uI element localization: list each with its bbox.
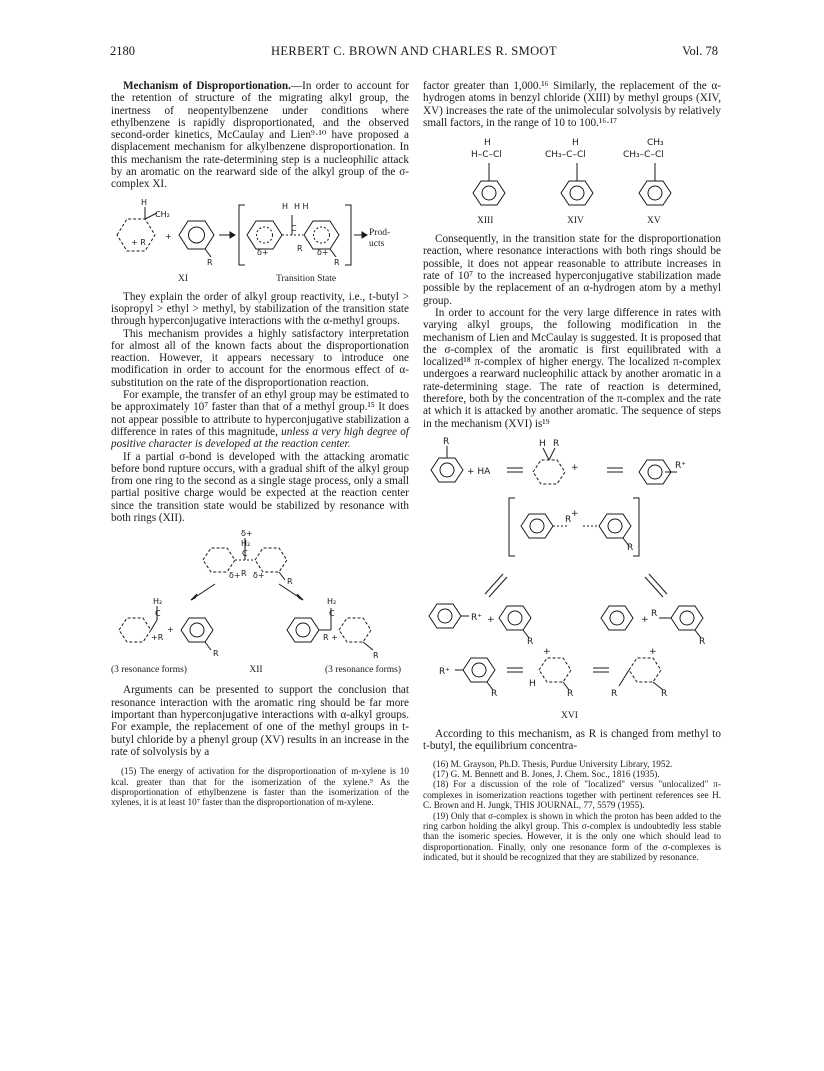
svg-text:R: R xyxy=(527,636,534,647)
svg-text:R: R xyxy=(611,688,618,699)
paragraph: factor greater than 1,000.¹⁶ Similarly, the replacement of the α-hydrogen atoms in benzyl chloride (XIII) by methyl groups (XIV, XV) increases the rate of the unimolecular solvolysis by relatively small factors, in the range of 10 to 100.¹⁶·¹⁷ xyxy=(423,80,721,129)
page-number: 2180 xyxy=(110,44,135,58)
figure-xiii-xv xyxy=(423,133,721,229)
svg-text:R: R xyxy=(567,688,574,699)
svg-text:H₂: H₂ xyxy=(241,539,251,549)
caption-resonance-right: (3 resonance forms) xyxy=(325,665,401,676)
scheme-xii xyxy=(111,528,409,664)
svg-text:+: + xyxy=(487,614,495,625)
svg-text:R: R xyxy=(443,436,450,447)
ts-ring-left xyxy=(247,221,282,249)
formula-xiv-h: H xyxy=(572,138,579,149)
svg-text:H: H xyxy=(529,678,536,689)
footnote-16: (16) M. Grayson, Ph.D. Thesis, Purdue University Library, 1952. xyxy=(433,758,673,769)
svg-text:R: R xyxy=(627,542,634,553)
svg-text:R: R xyxy=(565,514,572,525)
svg-text:R: R xyxy=(651,608,658,619)
svg-text:C: C xyxy=(329,609,335,619)
footnote-17: (17) G. M. Bennett and B. Jones, J. Chem. Soc., 1816 (1935). xyxy=(433,768,660,779)
svg-text:C: C xyxy=(291,223,297,233)
formula-xiii: H–C–Cl xyxy=(471,150,502,161)
svg-text:R: R xyxy=(334,257,340,267)
right-column xyxy=(423,80,721,863)
svg-text:CH₂: CH₂ xyxy=(155,209,170,219)
svg-text:+: + xyxy=(641,614,649,625)
label-xvi: XVI xyxy=(561,710,578,721)
svg-text:δ+: δ+ xyxy=(241,529,253,539)
scheme-xvi xyxy=(423,434,721,710)
formula-xv: CH₃–C–Cl xyxy=(623,150,664,161)
svg-text:+: + xyxy=(571,462,579,473)
caption-xii: XII xyxy=(249,665,263,676)
paragraph: According to this mechanism, as R is changed from methyl to t-butyl, the equilibrium concentra- xyxy=(423,727,721,753)
page-header xyxy=(110,44,718,64)
svg-text:R: R xyxy=(661,688,668,699)
svg-text:δ+: δ+ xyxy=(229,571,241,581)
emphasis: unless a very high degree of positive character is developed at the reaction center. xyxy=(111,425,409,451)
label-transition-state: Transition State xyxy=(276,273,337,284)
formula-xv-ch3: CH₃ xyxy=(647,138,664,149)
svg-text:+: + xyxy=(167,625,174,635)
footnotes-left xyxy=(111,766,409,808)
formula-xiii-h: H xyxy=(484,138,491,149)
svg-text:δ+: δ+ xyxy=(257,247,269,257)
svg-text:H₂: H₂ xyxy=(327,597,337,607)
svg-text:δ+: δ+ xyxy=(317,247,329,257)
svg-text:R⁺: R⁺ xyxy=(439,666,451,677)
svg-text:R: R xyxy=(241,569,247,579)
formula-xiv: CH₃–C–Cl xyxy=(545,150,586,161)
svg-text:R: R xyxy=(287,577,293,587)
svg-text:H: H xyxy=(282,201,289,211)
label-xiii: XIII xyxy=(477,216,494,227)
svg-text:R: R xyxy=(373,651,379,661)
svg-text:H: H xyxy=(539,438,546,449)
scheme-xi-transition-state xyxy=(111,195,409,273)
svg-text:C: C xyxy=(155,609,161,619)
paragraph: Arguments can be presented to support the conclusion that resonance interaction with the aromatic ring should be far more important than hyperconjugative interactions with α-alkyl groups. For example, the replacement of one of the methyl groups in t-butyl chloride by a phenyl group (XV) results in an increase in the rate of solvolysis by a xyxy=(111,684,409,758)
svg-text:H H: H H xyxy=(294,201,309,211)
volume-label: Vol. 78 xyxy=(682,44,718,58)
paragraph: Mechanism of Disproportionation.—In order to account for the retention of structure of the migrating alkyl group, the inertness of neopentylbenzene under conditions where ethylbenzene is rapidly disproportionated, and the observed second-order kinetics, McCaulay and Lien⁹·¹⁰ have proposed a displacement mechanism for alkylbenzene disproportionation. In this mechanism the rate-determining step is a nucleophilic attack by an aromatic on the rearward side of the alkyl group of the σ-complex XI. xyxy=(111,80,409,191)
benzene-ring xyxy=(179,221,214,249)
label-xiv: XIV xyxy=(567,216,584,227)
paragraph: Consequently, in the transition state for the disproportionation reaction, where resonance interactions with both rings should be possible, it does not appear reasonable to attribute increases in rate of 10⁷ to the increased hyperconjugative stabilization made possible by the replacement of an α-hydrogen atom by a methyl group. xyxy=(423,233,721,307)
svg-text:+: + xyxy=(571,508,579,519)
svg-text:R: R xyxy=(207,257,213,267)
svg-text:+ R: + R xyxy=(131,237,146,247)
svg-text:R: R xyxy=(213,649,219,659)
bracket-left xyxy=(239,205,245,265)
svg-text:+R: +R xyxy=(151,633,164,643)
svg-text:R⁺: R⁺ xyxy=(675,460,687,471)
figure-xvi-mechanism xyxy=(423,434,721,724)
svg-text:C: C xyxy=(242,549,248,559)
paragraph: For example, the transfer of an ethyl group may be estimated to be approximately 10⁷ faster than that of a methyl group.¹⁵ It does not appear possible to attribute to hyperconjugative stabilization a difference in rates of this magnitude, unless a very high degree of positive character is developed at the reaction center. xyxy=(111,389,409,451)
svg-text:+: + xyxy=(543,646,551,657)
svg-text:+: + xyxy=(649,646,657,657)
running-authors: HERBERT C. BROWN AND CHARLES R. SMOOT xyxy=(270,44,558,58)
label-xi: XI xyxy=(178,273,189,284)
footnotes-right xyxy=(423,759,721,863)
svg-text:R: R xyxy=(297,243,303,253)
paragraph: This mechanism provides a highly satisfactory interpretation for almost all of the known facts about the disproportionation reaction. However, it appears necessary to introduce one modification in order to account for the enormous effect of α-substitution on the rate of the disproportionation reaction. xyxy=(111,327,409,389)
svg-text:+: + xyxy=(165,231,172,241)
ts-ring-right xyxy=(304,221,339,249)
left-column xyxy=(111,80,409,808)
svg-text:R: R xyxy=(553,438,560,449)
svg-text:δ+: δ+ xyxy=(253,571,265,581)
svg-text:H₂: H₂ xyxy=(153,597,163,607)
paragraph: In order to account for the very large difference in rates with varying alkyl groups, the following modification in the mechanism of Lien and McCaulay is suggested. It is proposed that the σ-complex of the aromatic is first equilibrated with a localized¹⁸ π-complex of higher energy. The localized π-complex undergoes a rearward nucleophilic attack by another aromatic in a rate-determining stage. The rate of reaction is determined, therefore, both by the concentration of the π-complex and the rate at which it is attacked by another aromatic. The sequence of steps in the mechanism (XVI) is¹⁹ xyxy=(423,306,721,430)
footnote-18: (18) For a discussion of the role of "localized" versus "unlocalized" π-complexes in isomerization reactions together with pertinent references see H. C. Brown and H. Jungk, THIS JOURNAL, 77, 5579 (1955). xyxy=(423,779,721,811)
svg-text:R⁺: R⁺ xyxy=(471,612,483,623)
paragraph: They explain the order of alkyl group reactivity, i.e., t-butyl > isopropyl > ethyl > methyl, by stabilization of the transition state through hyperconjugative interactions with the α-methyl groups. xyxy=(111,290,409,328)
svg-text:R: R xyxy=(699,636,706,647)
section-runhead: Mechanism of Disproportionation. xyxy=(123,80,291,92)
footnote-15: (15) The energy of activation for the disproportionation of m-xylene is 10 kcal. greater than that for the isomerization of the xylene.⁹ As the disproportionation of ethylbenzene is faster than the isomerization of the xylenes, it is at least 10⁷ faster than the disproportionation of m-xylene. xyxy=(111,766,409,808)
figure-xi-mechanism xyxy=(111,195,409,287)
products-label: Prod-ucts xyxy=(369,227,391,249)
bracket-right xyxy=(345,205,351,265)
figure-xii-resonance xyxy=(111,528,409,680)
footnote-19: (19) Only that σ-complex is shown in which the proton has been added to the ring carbon holding the alkyl group. This σ-complex is undoubtedly less stable than the isomeric species. However, it is the only one which should lead to disproportionation. Finally, only one resonance form of the σ-complexes is indicated, but it should be recognized that they are stabilized by resonance. xyxy=(423,810,721,863)
svg-text:R: R xyxy=(491,688,498,699)
svg-text:R +: R + xyxy=(323,633,338,643)
label-xv: XV xyxy=(647,216,661,227)
caption-resonance-left: (3 resonance forms) xyxy=(111,665,187,676)
svg-text:H: H xyxy=(141,197,148,207)
svg-text:+ HA: + HA xyxy=(467,466,491,477)
paragraph: If a partial σ-bond is developed with the attacking aromatic before bond rupture occurs, with a gradual shift of the alkyl group from one ring to the second as a single stage process, only a small partial positive charge would be expected at the reaction center since the transition state would be stabilized by resonance with both rings (XII). xyxy=(111,450,409,525)
